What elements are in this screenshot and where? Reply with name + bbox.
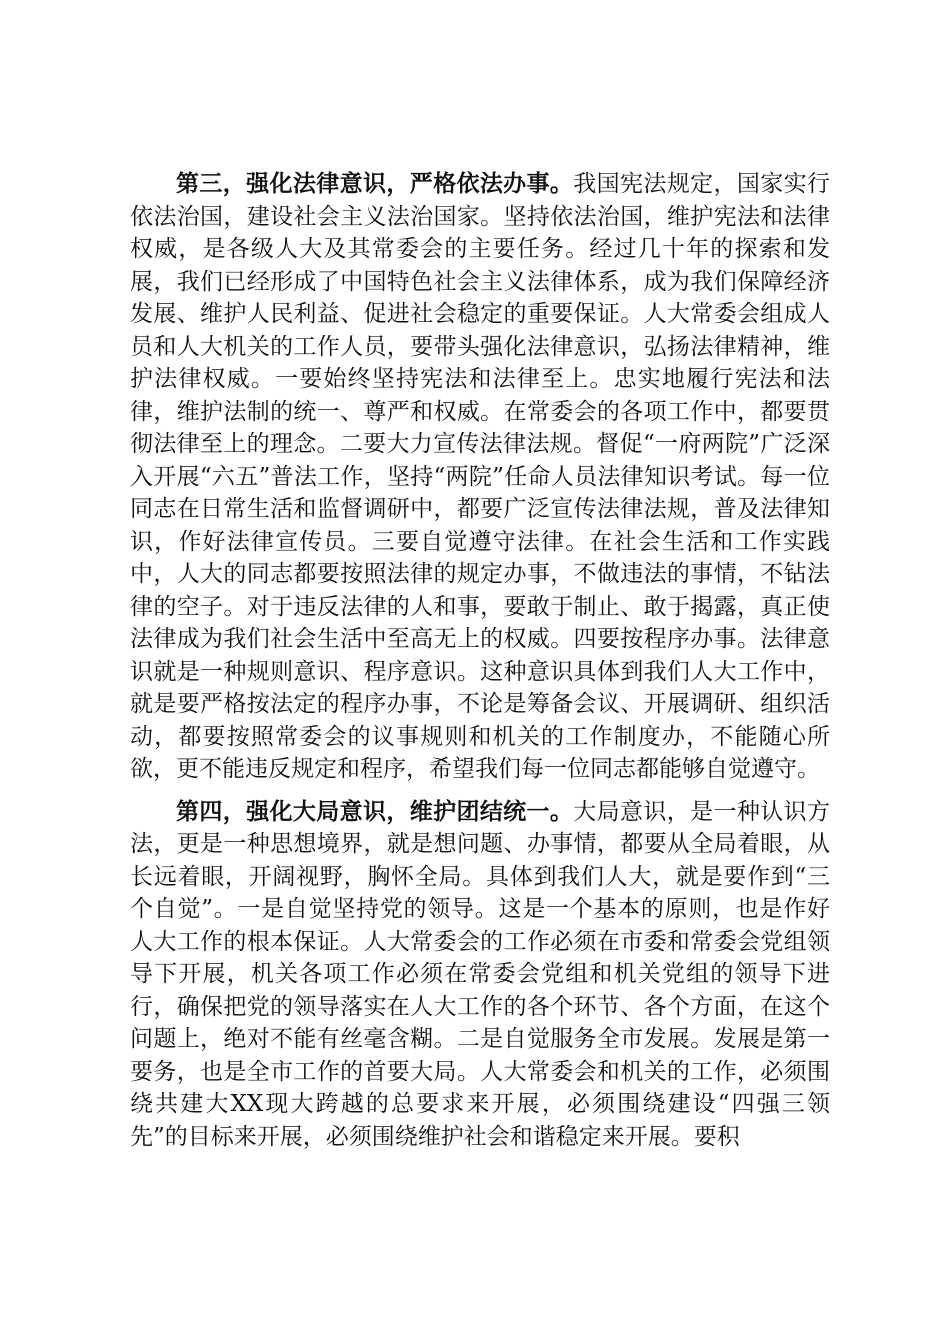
paragraph-heading: 第四，强化大局意识，维护团结统一。	[176, 797, 574, 825]
paragraph-heading: 第三，强化法律意识，严格依法办事。	[176, 170, 574, 197]
paragraph-third-point	[130, 168, 830, 786]
document-page	[130, 168, 830, 1163]
paragraph-body: 我国宪法规定，国家实行依法治国，建设社会主义法治国家。坚持依法治国，维护宪法和法律权威，是各级人大及其常委会的主要任务。经过几十年的探索和发展，我们已经形成了中国特色社会主义法律体系，成为我们保障经济发展、维护人民利益、促进社会稳定的重要保证。人大常委会组成人员和人大机关的工作人员，要带头强化法律意识，弘扬法律精神，维护法律权威。一要始终坚持宪法和法律至上。忠实地履行宪法和法律，维护法制的统一、尊严和权威。在常委会的各项工作中，都要贯彻法律至上的理念。二要大力宣传法律法规。督促“一府两院”广泛深入开展“六五”普法工作，坚持“两院”任命人员法律知识考试。每一位同志在日常生活和监督调研中，都要广泛宣传法律法规，普及法律知识，作好法律宣传员。三要自觉遵守法律。在社会生活和工作实践中，人大的同志都要按照法律的规定办事，不做违法的事情，不钻法律的空子。对于违反法律的人和事，要敢于制止、敢于揭露，真正使法律成为我们社会生活中至高无上的权威。四要按程序办事。法律意识就是一种规则意识、程序意识。这种意识具体到我们人大工作中，就是要严格按法定的程序办事，不论是筹备会议、开展调研、组织活动，都要按照常委会的议事规则和机关的工作制度办，不能随心所欲，更不能违反规定和程序，希望我们每一位同志都能够自觉遵守。	[130, 171, 831, 782]
paragraph-body: 大局意识，是一种认识方法，更是一种思想境界，就是想问题、办事情，都要从全局着眼，从长远着眼，开阔视野，胸怀全局。具体到我们人大，就是要作到“三个自觉”。一是自觉坚持党的领导。这是一个基本的原则，也是作好人大工作的根本保证。人大常委会的工作必须在市委和常委会党组领导下开展，机关各项工作必须在常委会党组和机关党组的领导下进行，确保把党的领导落实在人大工作的各个环节、各个方面，在这个问题上，绝对不能有丝毫含糊。二是自觉服务全市发展。发展是第一要务，也是全市工作的首要大局。人大常委会和机关的工作，必须围绕共建大XX现大跨越的总要求来开展，必须围绕建设“四强三领先”的目标来开展，必须围绕维护社会和谐稳定来开展。要积	[130, 798, 831, 1150]
paragraph-fourth-point	[130, 796, 830, 1154]
